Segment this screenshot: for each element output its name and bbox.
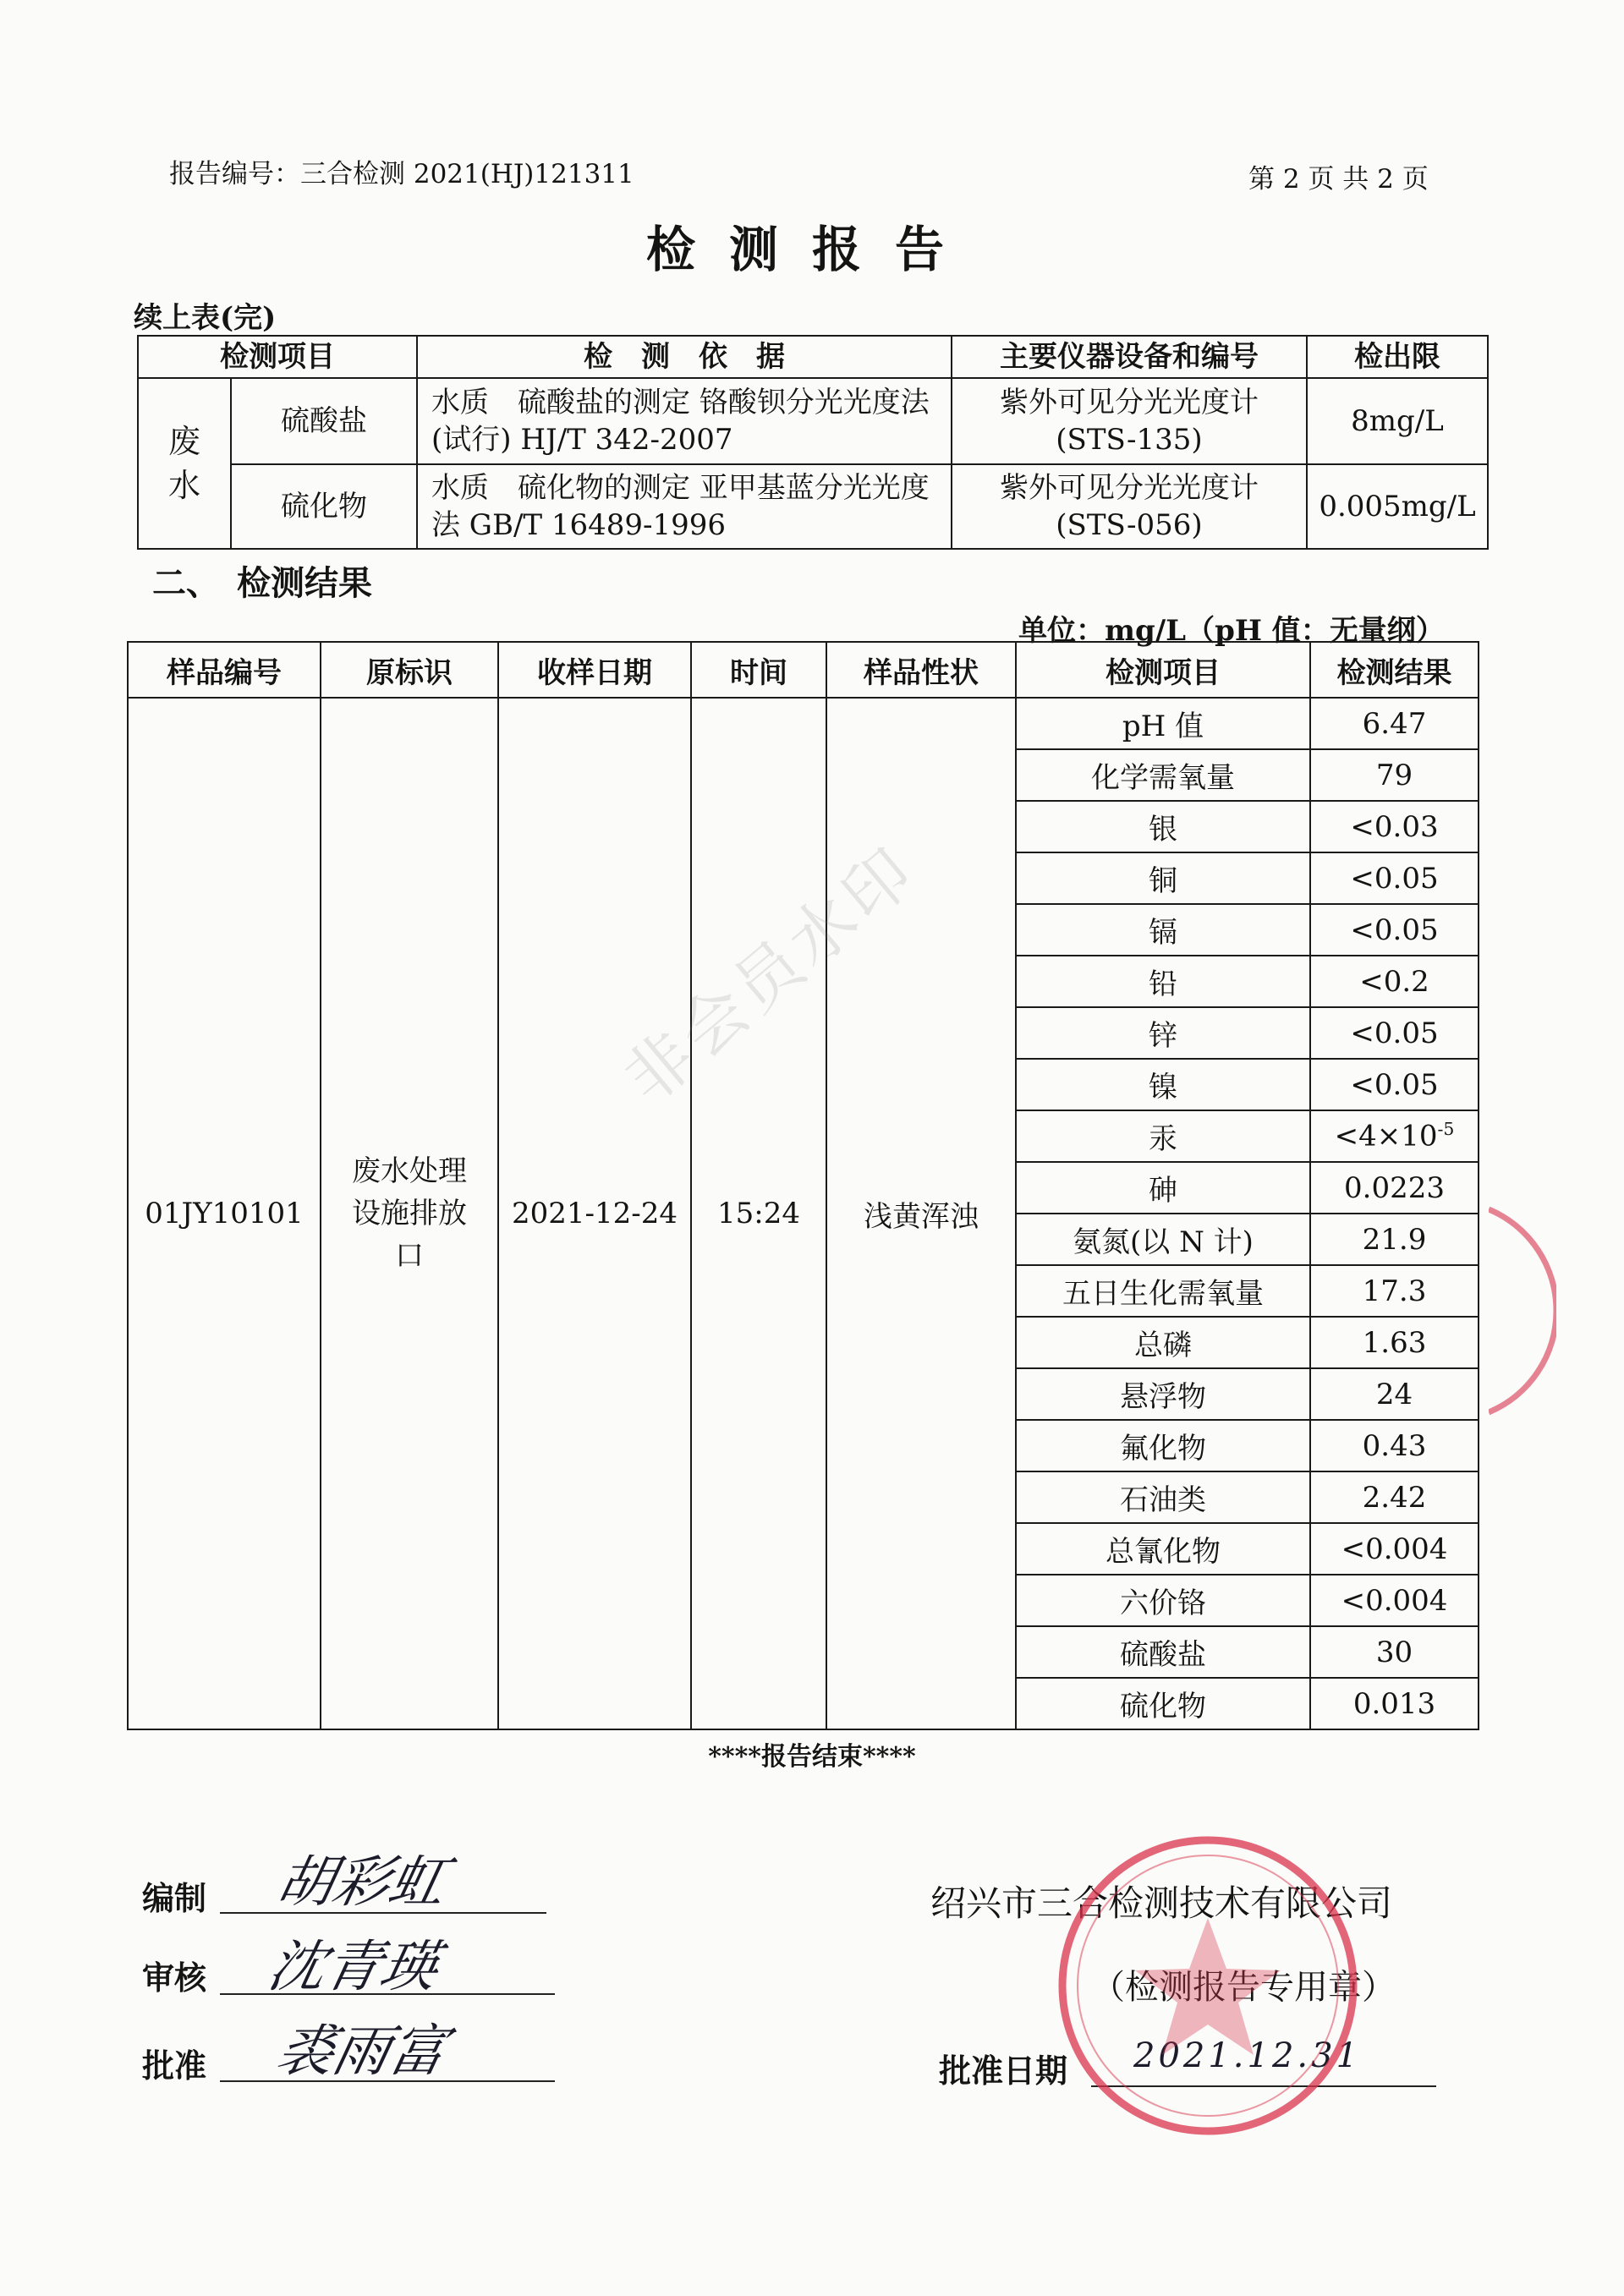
test-item-cell: 银: [1016, 801, 1310, 852]
test-item-cell: 镍: [1016, 1059, 1310, 1110]
item-cell: 硫化物: [231, 464, 417, 549]
test-result-cell: <0.05: [1310, 904, 1479, 956]
test-item-cell: 六价铬: [1016, 1575, 1310, 1626]
report-number: 报告编号：三合检测 2021(HJ)121311: [169, 159, 634, 189]
test-item-cell: 悬浮物: [1016, 1368, 1310, 1420]
time-cell: 15:24: [691, 698, 826, 1729]
th-item: 检测项目: [138, 336, 417, 378]
test-item-cell: 氟化物: [1016, 1420, 1310, 1471]
page-info: 第 2 页 共 2 页: [1248, 164, 1429, 195]
results-body: [128, 698, 1479, 1729]
test-result-cell: 1.63: [1310, 1317, 1479, 1368]
review-label: 审核: [142, 1959, 207, 1997]
test-item-cell: 石油类: [1016, 1471, 1310, 1523]
section2-heading: 二、 检测结果: [152, 564, 372, 603]
th-appearance: 样品性状: [826, 642, 1016, 698]
test-result-cell: 0.013: [1310, 1678, 1479, 1729]
test-result-cell: <0.004: [1310, 1523, 1479, 1575]
approve-signature: 裘雨富: [271, 2019, 453, 2084]
compile-signature: 胡彩虹: [271, 1849, 453, 1915]
test-result-cell: <0.03: [1310, 801, 1479, 852]
th-test-item: 检测项目: [1016, 642, 1310, 698]
test-item-cell: 汞: [1016, 1110, 1310, 1162]
test-result-cell: $<4\times 10^{-5}$: [1310, 1110, 1479, 1162]
th-result: 检测结果: [1310, 642, 1479, 698]
results-table: [127, 641, 1479, 1730]
table-row: [138, 464, 1488, 549]
report-end-marker: ****报告结束****: [708, 1742, 916, 1772]
table1-caption: 续上表(完): [134, 301, 277, 335]
th-basis: 检 测 依 据: [417, 336, 952, 378]
approve-label: 批准: [142, 2047, 207, 2085]
test-item-cell: 化学需氧量: [1016, 749, 1310, 801]
test-result-cell: <0.05: [1310, 1059, 1479, 1110]
test-item-cell: 锌: [1016, 1007, 1310, 1059]
test-item-cell: 氨氮(以 N 计): [1016, 1214, 1310, 1265]
watermark: 非会员水印: [610, 831, 932, 1119]
original-label-cell: 废水处理设施排放口: [321, 698, 498, 1729]
test-result-cell: 21.9: [1310, 1214, 1479, 1265]
test-item-cell: 硫酸盐: [1016, 1626, 1310, 1678]
test-result-cell: 24: [1310, 1368, 1479, 1420]
instrument-cell: 紫外可见分光光度计 (STS-135): [952, 378, 1307, 464]
unit-note: 单位：mg/L（pH 值：无量纲）: [1018, 614, 1445, 648]
th-time: 时间: [691, 642, 826, 698]
table-row: [138, 378, 1488, 464]
test-item-cell: pH 值: [1016, 698, 1310, 749]
test-result-cell: 30: [1310, 1626, 1479, 1678]
appearance-cell: 浅黄浑浊: [826, 698, 1016, 1729]
test-result-cell: 6.47: [1310, 698, 1479, 749]
basis-cell: 水质 硫酸盐的测定 铬酸钡分光光度法(试行) HJ/T 342-2007: [417, 378, 952, 464]
test-result-cell: 0.43: [1310, 1420, 1479, 1471]
approve-date-value: 2021.12.31: [1133, 2036, 1362, 2075]
th-date: 收样日期: [498, 642, 691, 698]
test-result-cell: <0.05: [1310, 852, 1479, 904]
company-name: 绍兴市三合检测技术有限公司: [930, 1882, 1393, 1924]
th-sample-id: 样品编号: [128, 642, 321, 698]
page-title: 检测报告: [645, 221, 978, 278]
test-result-cell: 79: [1310, 749, 1479, 801]
test-item-cell: 砷: [1016, 1162, 1310, 1214]
item-cell: 硫酸盐: [231, 378, 417, 464]
test-item-cell: 五日生化需氧量: [1016, 1265, 1310, 1317]
test-item-cell: 铜: [1016, 852, 1310, 904]
approve-date-label: 批准日期: [939, 2052, 1068, 2090]
test-result-cell: 2.42: [1310, 1471, 1479, 1523]
method-table: [137, 335, 1489, 550]
test-item-cell: 铅: [1016, 956, 1310, 1007]
review-signature: 沈青瑛: [262, 1934, 444, 1999]
test-result-cell: 17.3: [1310, 1265, 1479, 1317]
seal-note: （检测报告专用章）: [1091, 1968, 1396, 2007]
test-item-cell: 镉: [1016, 904, 1310, 956]
th-original-label: 原标识: [321, 642, 498, 698]
test-item-cell: 总磷: [1016, 1317, 1310, 1368]
test-result-cell: <0.2: [1310, 956, 1479, 1007]
limit-cell: 8mg/L: [1307, 378, 1488, 464]
th-instrument: 主要仪器设备和编号: [952, 336, 1307, 378]
test-result-cell: <0.05: [1310, 1007, 1479, 1059]
limit-cell: 0.005mg/L: [1307, 464, 1488, 549]
compile-label: 编制: [142, 1880, 207, 1917]
edge-seal-fragment-icon: [1489, 1201, 1556, 1421]
test-item-cell: 总氰化物: [1016, 1523, 1310, 1575]
th-limit: 检出限: [1307, 336, 1488, 378]
table-row: [128, 698, 1479, 749]
basis-cell: 水质 硫化物的测定 亚甲基蓝分光光度法 GB/T 16489-1996: [417, 464, 952, 549]
exponent: -5: [1437, 1119, 1455, 1140]
category-cell: 废水: [138, 378, 231, 549]
test-item-cell: 硫化物: [1016, 1678, 1310, 1729]
test-result-cell: <0.004: [1310, 1575, 1479, 1626]
sample-id-cell: 01JY10101: [128, 698, 321, 1729]
test-result-cell: 0.0223: [1310, 1162, 1479, 1214]
instrument-cell: 紫外可见分光光度计 (STS-056): [952, 464, 1307, 549]
date-cell: 2021-12-24: [498, 698, 691, 1729]
company-seal-icon: [1039, 1825, 1377, 2146]
